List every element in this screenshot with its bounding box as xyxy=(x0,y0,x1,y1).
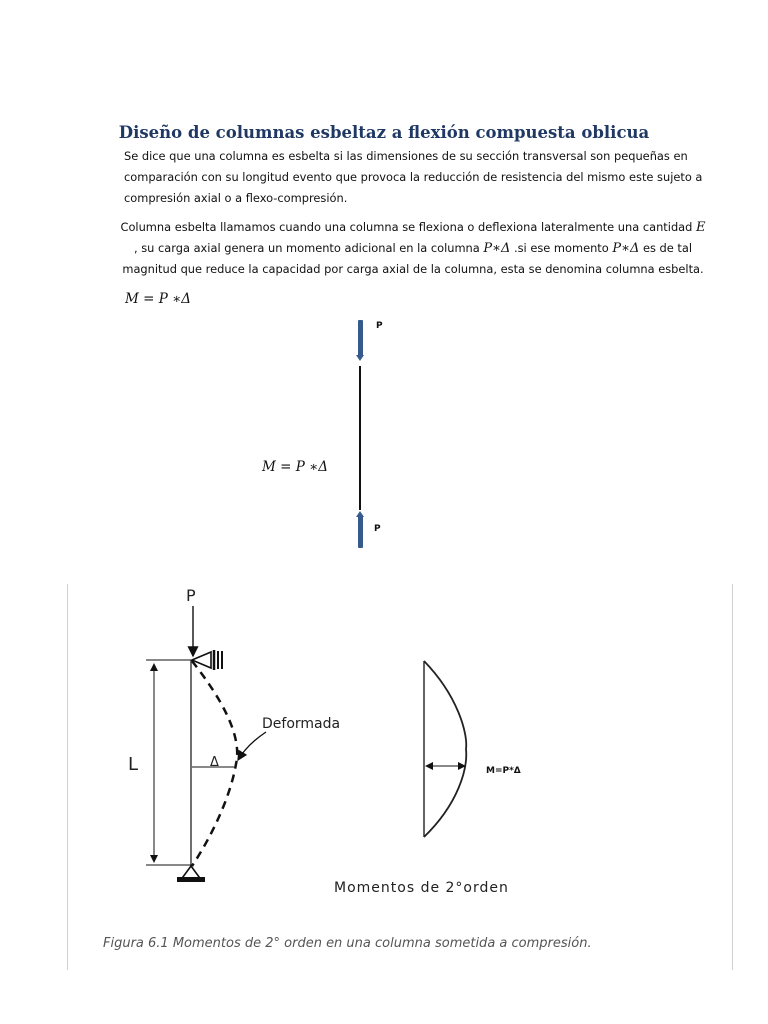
figure-caption: Figura 6.1 Momentos de 2° orden en una columna sometida a compresión. xyxy=(103,936,592,951)
moment-curve xyxy=(424,661,466,837)
top-load-arrow-icon xyxy=(358,320,363,356)
length-label: L xyxy=(128,754,139,775)
definition-text-4: es de tal magnitud que reduce la capacidad por carga axial de la columna, esta se denomina columna esbelta. xyxy=(122,241,704,276)
deformed-label: Deformada xyxy=(262,716,341,732)
page-title: Diseño de columnas esbeltaz a flexión compuesta oblicua xyxy=(118,123,650,142)
delta-label: Δ xyxy=(210,755,219,770)
moments-caption: Momentos de 2°orden xyxy=(334,880,509,896)
bottom-load-label: P xyxy=(374,524,381,534)
load-p-label: P xyxy=(186,586,196,605)
math-e: E xyxy=(696,220,706,235)
bottom-pin-support-icon xyxy=(177,866,205,882)
definition-text-1: Columna esbelta llamamos cuando una columna se flexiona o deflexiona lateralmente una cantidad xyxy=(120,220,697,234)
intro-paragraph: Se dice que una columna es esbelta si las dimensiones de su sección transversal son pequeñas en comparación con su longitud evento que provoca la reducción de resistencia del mismo este sujeto a compresión axial o a flexo-compresión. xyxy=(124,149,703,205)
moment-formula: M = P ∗Δ xyxy=(125,291,192,307)
diagram-moment-formula: M = P ∗Δ xyxy=(262,459,329,475)
column-line xyxy=(359,366,361,510)
top-load-label: P xyxy=(376,321,383,331)
definition-text-2: , su carga axial genera un momento adicional en la columna xyxy=(134,241,484,255)
bottom-load-arrow-icon xyxy=(358,516,363,548)
column-figure-drawing xyxy=(68,584,732,970)
math-p-delta-1: P∗Δ xyxy=(483,241,511,256)
moment-value-label: M=P*Δ xyxy=(486,766,521,776)
definition-paragraph xyxy=(120,217,706,280)
math-p-delta-2: P∗Δ xyxy=(612,241,640,256)
deformed-leader xyxy=(238,732,266,760)
column-figure xyxy=(67,584,733,970)
definition-text-3: .si ese momento xyxy=(510,241,613,255)
